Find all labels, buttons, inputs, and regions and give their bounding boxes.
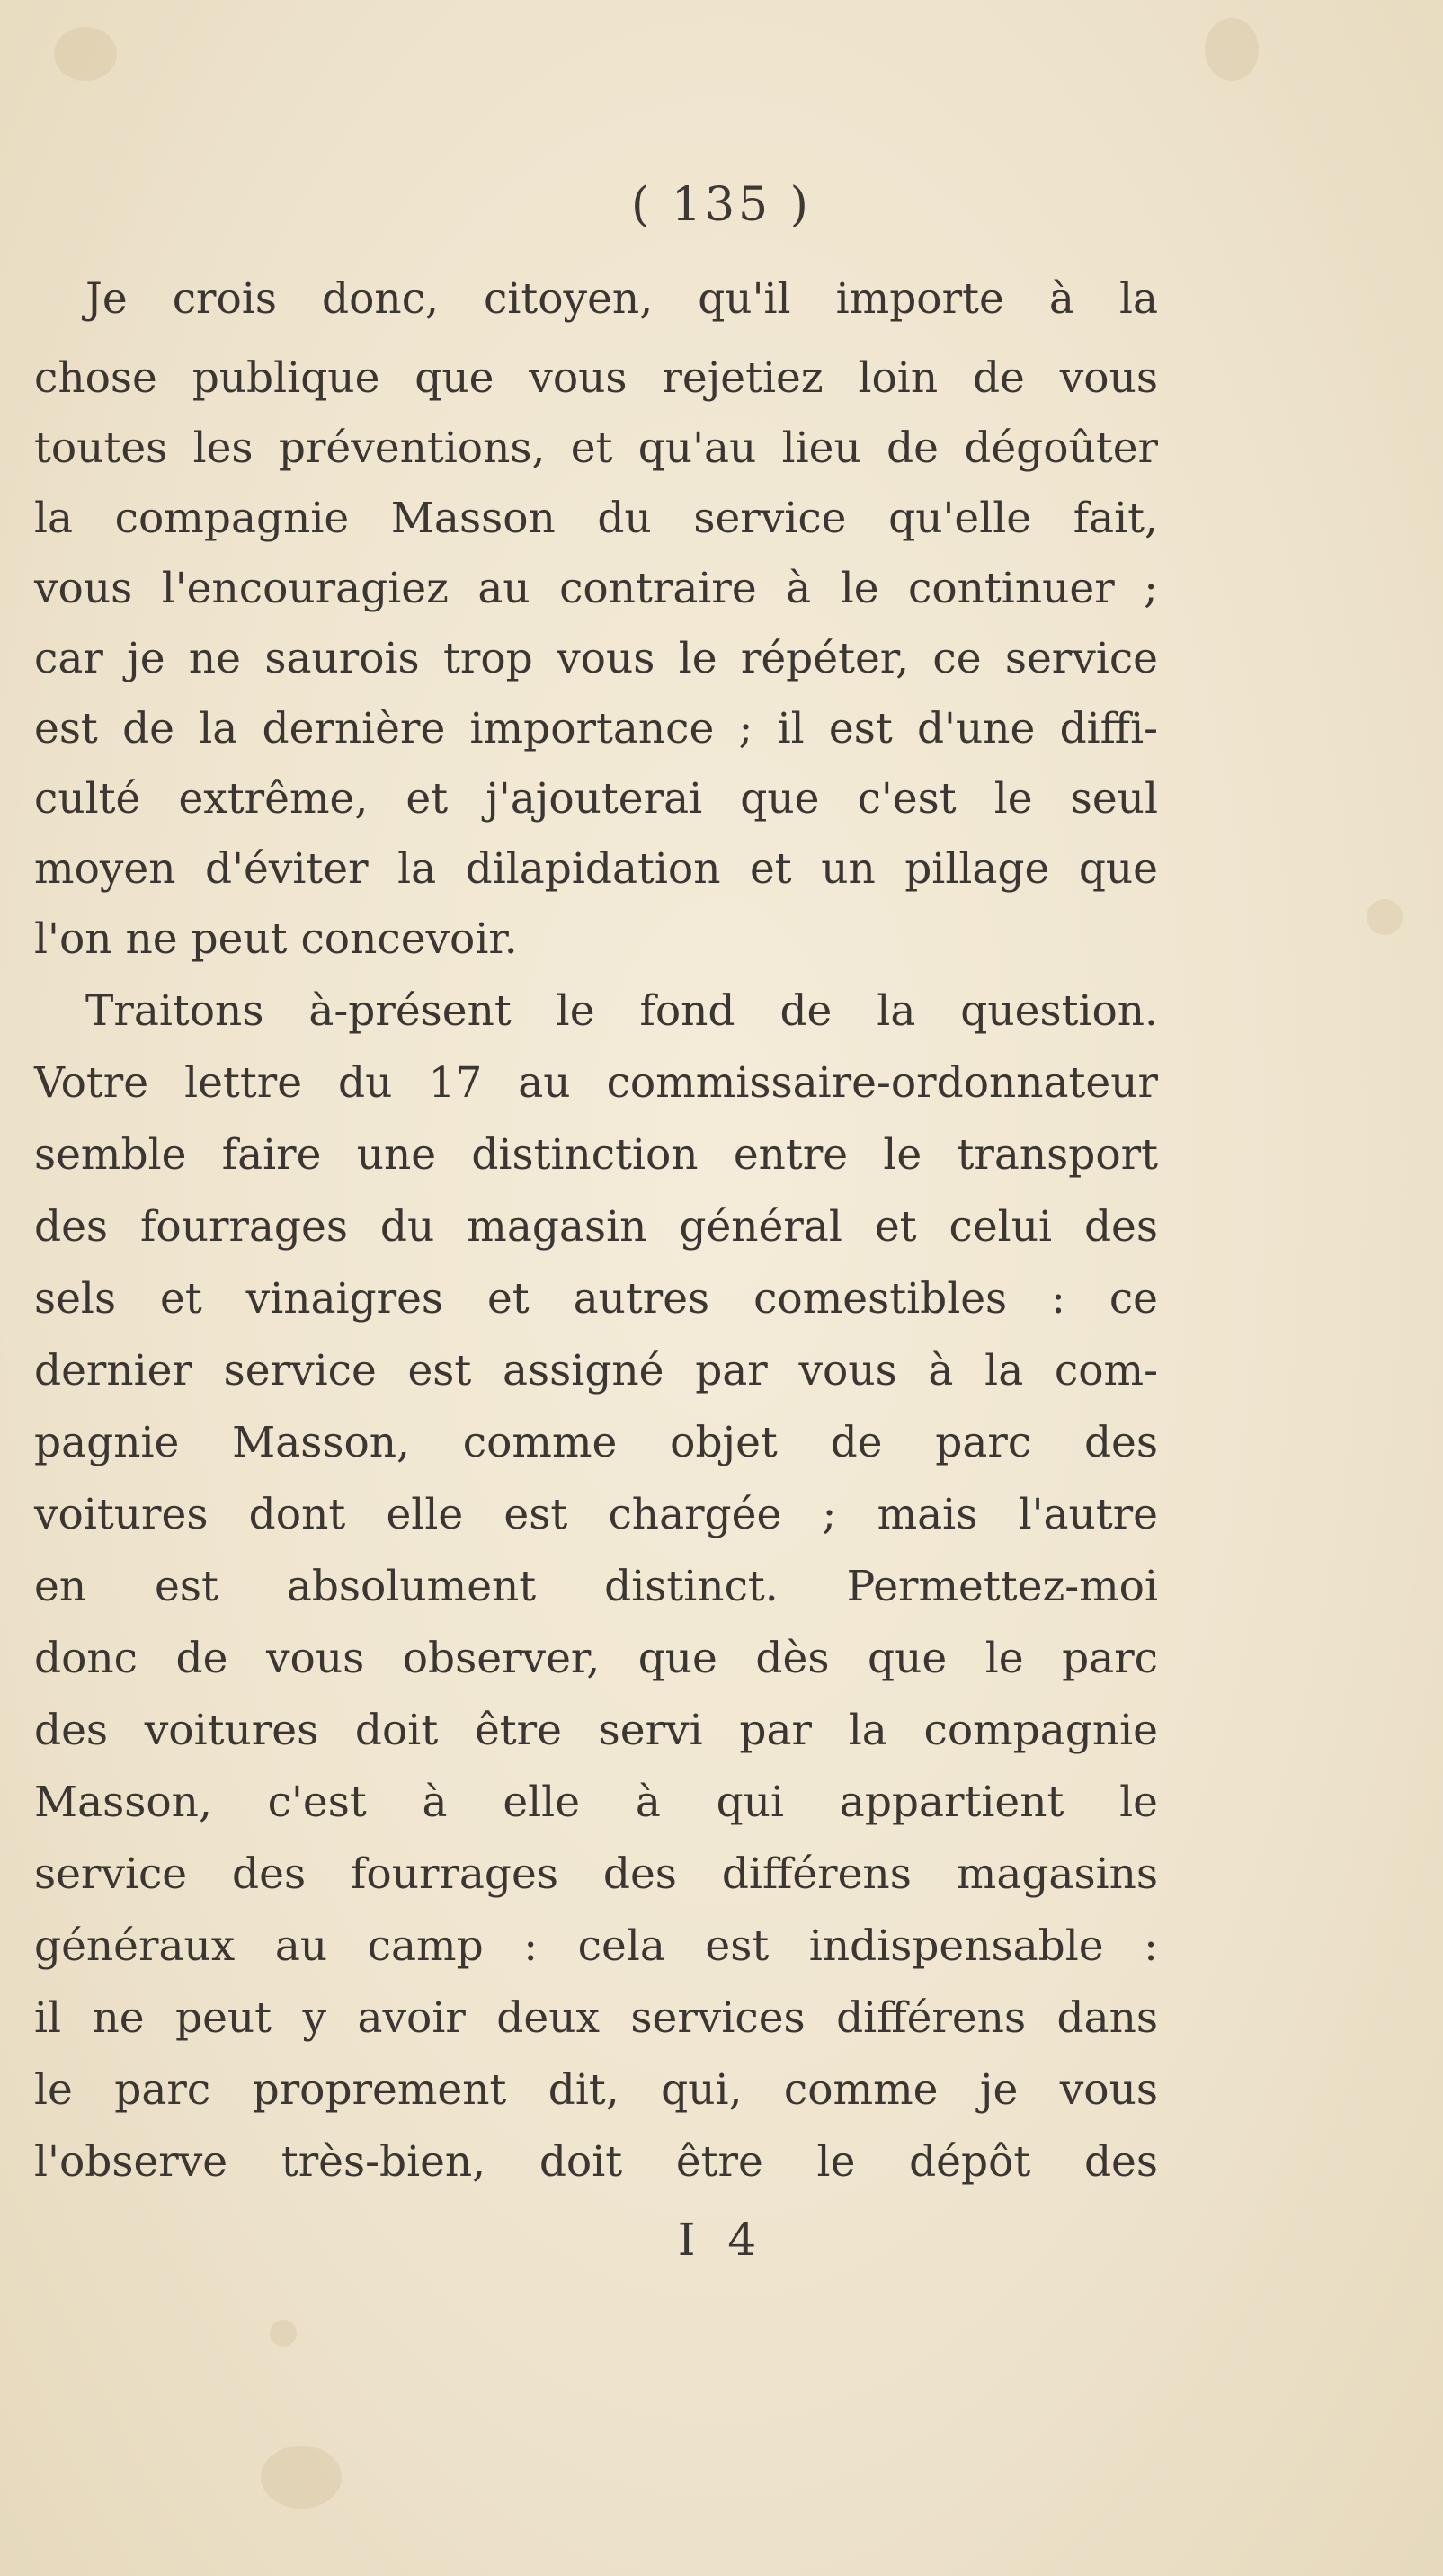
page-number: ( 135 ) (631, 178, 812, 232)
foxing-spot (1205, 18, 1259, 81)
text-line: le parc proprement dit, qui, comme je vous (34, 2065, 1158, 2115)
text-line: l'on ne peut concevoir. (34, 914, 518, 964)
text-line: moyen d'éviter la dilapidation et un pillage que (34, 844, 1158, 894)
text-line: toutes les préventions, et qu'au lieu de dégoûter (34, 423, 1158, 473)
text-line: dernier service est assigné par vous à la com- (34, 1346, 1158, 1395)
text-line: des voitures doit être servi par la compagnie (34, 1706, 1158, 1755)
foxing-spot (1367, 899, 1403, 935)
text-line: l'observe très-bien, doit être le dépôt des (34, 2137, 1158, 2187)
text-line: donc de vous observer, que dès que le parc (34, 1634, 1158, 1683)
text-line: en est absolument distinct. Permettez-moi (34, 1562, 1158, 1611)
text-line: est de la dernière importance ; il est d'une diffi- (34, 704, 1158, 753)
text-line: service des fourrages des différens magasins (34, 1850, 1158, 1899)
text-line: sels et vinaigres et autres comestibles : ce (34, 1274, 1158, 1324)
foxing-spot (54, 27, 117, 81)
text-line: Je crois donc, citoyen, qu'il importe à la (85, 274, 1158, 324)
text-line: Masson, c'est à elle à qui appartient le (34, 1778, 1158, 1827)
text-line: des fourrages du magasin général et celui des (34, 1202, 1158, 1252)
text-line: la compagnie Masson du service qu'elle fait, (34, 494, 1158, 543)
text-line: pagnie Masson, comme objet de parc des (34, 1418, 1158, 1467)
text-line: il ne peut y avoir deux services différens dans (34, 1993, 1158, 2043)
text-line: vous l'encouragiez au contraire à le continuer ; (34, 564, 1158, 613)
text-line: chose publique que vous rejetiez loin de vous (34, 353, 1158, 403)
foxing-spot (261, 2446, 342, 2509)
text-line: Votre lettre du 17 au commissaire-ordonnateur (34, 1058, 1158, 1108)
text-line: voitures dont elle est chargée ; mais l'autre (34, 1490, 1158, 1539)
foxing-spot (270, 2320, 297, 2347)
text-line: car je ne saurois trop vous le répéter, ce service (34, 634, 1158, 683)
text-line: culté extrême, et j'ajouterai que c'est le seul (34, 774, 1158, 824)
text-line: généraux au camp : cela est indispensable : (34, 1921, 1158, 1971)
text-line: semble faire une distinction entre le transport (34, 1130, 1158, 1180)
text-line: Traitons à-présent le fond de la question. (85, 986, 1158, 1036)
signature-mark: I 4 (677, 2214, 766, 2266)
